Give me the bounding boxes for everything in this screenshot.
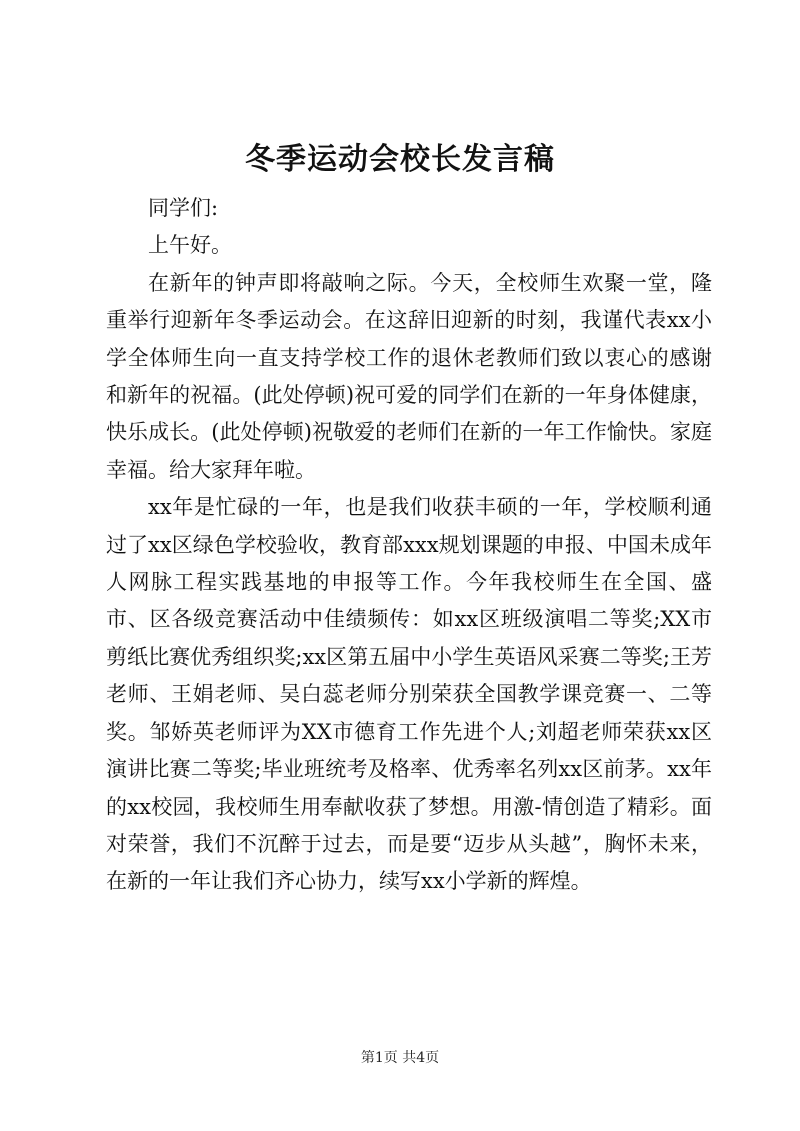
- page-number-footer: 第1页 共4页: [360, 1050, 440, 1066]
- body-paragraph: 在新年的钟声即将敲响之际。今天，全校师生欢聚一堂，隆重举行迎新年冬季运动会。在这辞旧迎新的时刻，我谨代表xx小学全体师生向一直支持学校工作的退休老教师们致以衷心的感谢和新年的祝福。(此处停顿)祝可爱的同学们在新的一年身体健康，快乐成长。(此处停顿)祝敬爱的老师们在新的一年工作愉快。家庭幸福。给大家拜年啦。: [106, 270, 712, 482]
- salutation-paragraph: 上午好。: [148, 233, 232, 258]
- body-paragraph: xx年是忙碌的一年，也是我们收获丰硕的一年，学校顺利通过了xx区绿色学校验收，教育部xxx规划课题的申报、中国未成年人网脉工程实践基地的申报等工作。今年我校师生在全国、盛市、区各级竞赛活动中佳绩频传：如xx区班级演唱二等奖;XX市剪纸比赛优秀组织奖;xx区第五届中小学生英语风采赛二等奖;王芳老师、王娟老师、吴白蕊老师分别荣获全国教学课竞赛一、二等奖。邹娇英老师评为XX市德育工作先进个人;刘超老师荣获xx区演讲比赛二等奖;毕业班统考及格率、优秀率名列xx区前茅。xx年的xx校园，我校师生用奉献收获了梦想。用激-情创造了精彩。面对荣誉，我们不沉醉于过去，而是要“迈步从头越”，胸怀未来，在新的一年让我们齐心协力，续写xx小学新的辉煌。: [106, 495, 712, 894]
- greeting-paragraph: 同学们:: [148, 196, 219, 220]
- document-title: 冬季运动会校长发言稿: [245, 142, 555, 177]
- document-body: [106, 190, 712, 901]
